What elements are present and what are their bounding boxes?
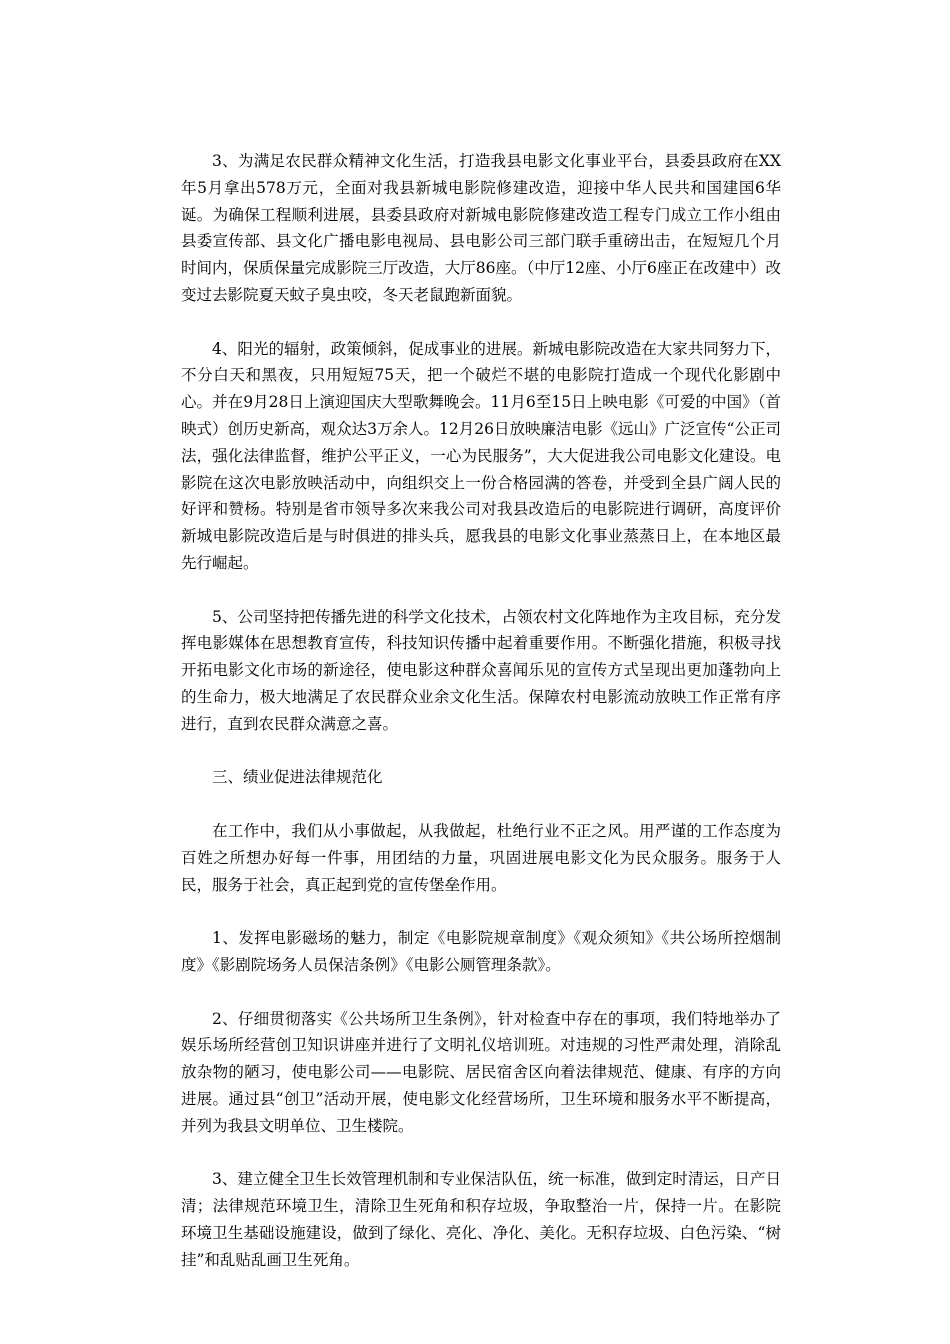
paragraph-item-3-sanitation: 3、建立健全卫生长效管理机制和专业保洁队伍，统一标准，做到定时清运，日产日清；法律规范环境卫生，清除卫生死角和积存垃圾，争取整治一片，保持一片。在影院环境卫生基础设施建设，做到了绿化、亮化、净化、美化。无积存垃圾、白色污染、“树挂”和乱贴乱画卫生死角。 [181, 1170, 781, 1269]
document-body [181, 148, 781, 1300]
paragraph-item-4-policy-progress: 4、阳光的辐射，政策倾斜，促成事业的进展。新城电影院改造在大家共同努力下，不分白天和黑夜，只用短短75天，把一个破烂不堪的电影院打造成一个现代化影剧中心。并在9月28日上演迎国庆大型歌舞晚会。11月6至15日上映电影《可爱的中国》（首映式）创历史新高，观众达3万余人。12月26日放映廉洁电影《远山》广泛宣传“公正司法，强化法律监督，维护公平正义，一心为民服务”，大大促进我公司电影文化建设。电影院在这次电影放映活动中，向组织交上一份合格园满的答卷，并受到全县广阔人民的好评和赞杨。特别是省市领导多次来我公司对我县改造后的电影院进行调研，高度评价新城电影院改造后是与时俱进的排头兵，愿我县的电影文化事业蒸蒸日上，在本地区最先行崛起。 [181, 339, 781, 572]
paragraph-item-2-hygiene: 2、仔细贯彻落实《公共场所卫生条例》，针对检查中存在的事项，我们特地举办了娱乐场所经营创卫知识讲座并进行了文明礼仪培训班。对违规的习性严肃处理，消除乱放杂物的陋习，使电影公司——电影院、居民宿舍区向着法律规范、健康、有序的方向进展。通过县“创卫”活动开展，使电影文化经营场所，卫生环境和服务水平不断提高，并列为我县文明单位、卫生楼院。 [181, 1009, 781, 1135]
paragraph-item-5-rural-culture: 5、公司坚持把传播先进的科学文化技术，占领农村文化阵地作为主攻目标，充分发挥电影媒体在思想教育宣传，科技知识传播中起着重要作用。不断强化措施，积极寻找开拓电影文化市场的新途径，使电影这种群众喜闻乐见的宣传方式呈现出更加蓬勃向上的生命力，极大地满足了农民群众业余文化生活。保障农村电影流动放映工作正常有序进行，直到农民群众满意之喜。 [181, 607, 781, 733]
paragraph-section-intro: 在工作中，我们从小事做起，从我做起，杜绝行业不正之风。用严谨的工作态度为百姓之所想办好每一件事，用团结的力量，巩固进展电影文化为民众服务。服务于人民，服务于社会，真正起到党的宣传堡垒作用。 [181, 821, 781, 894]
paragraph-item-1-regulations: 1、发挥电影磁场的魅力，制定《电影院规章制度》《观众须知》《共公场所控烟制度》《影剧院场务人员保洁条例》《电影公厕管理条款》。 [181, 929, 781, 974]
section-heading: 三、绩业促进法律规范化 [212, 768, 383, 787]
paragraph-item-3-cinema-renovation: 3、为满足农民群众精神文化生活，打造我县电影文化事业平台，县委县政府在XX年5月拿出578万元，全面对我县新城电影院修建改造，迎接中华人民共和国建国6华诞。为确保工程顺利进展，县委县政府对新城电影院修建改造工程专门成立工作小组由县委宣传部、县文化广播电影电视局、县电影公司三部门联手重磅出击，在短短几个月时间内，保质保量完成影院三厅改造，大厅86座。（中厅12座、小厅6座正在改建中）改变过去影院夏天蚊子臭虫咬，冬天老鼠跑新面貌。 [181, 152, 781, 304]
